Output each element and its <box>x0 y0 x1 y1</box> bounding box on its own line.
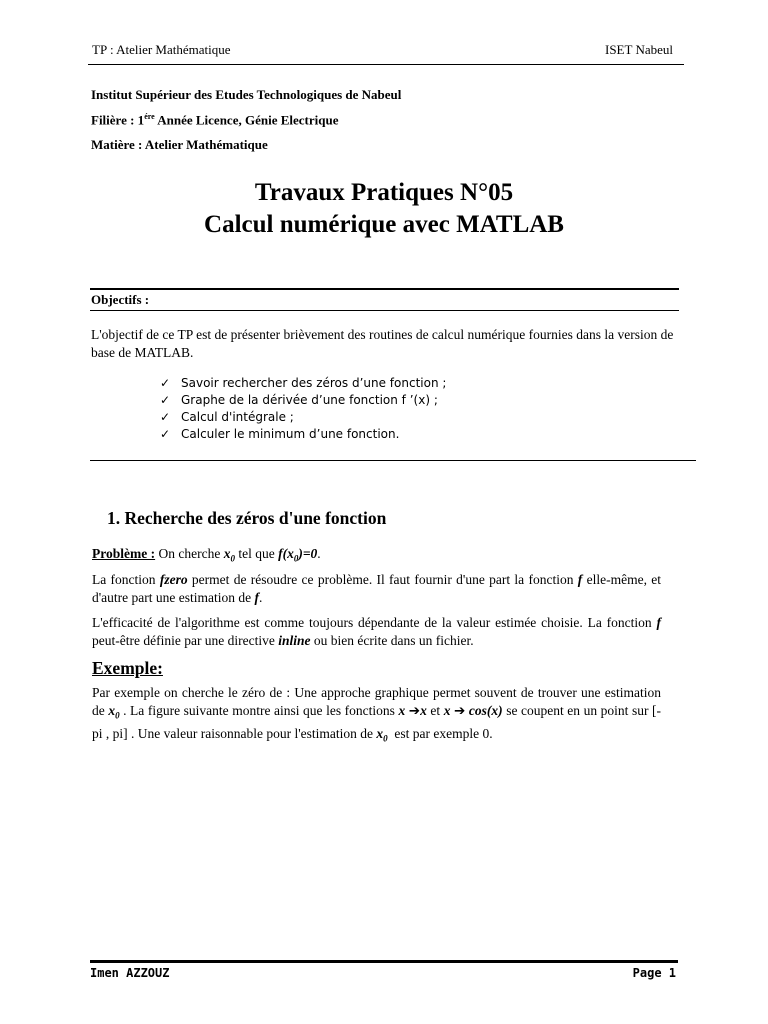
efficacite-paragraph: L'efficacité de l'algorithme est comme toujours dépendante de la valeur estimée choisie. La fonction f peut-être définie par une directive inline ou bien écrite dans un fichier. <box>92 615 661 648</box>
check-icon: ✓ <box>160 410 171 424</box>
filiere-prefix: Filière : 1 <box>91 112 145 128</box>
objectifs-rule-bottom <box>90 460 696 461</box>
check-icon: ✓ <box>160 376 171 390</box>
check-icon: ✓ <box>160 393 171 407</box>
title-line-2: Calcul numérique avec MATLAB <box>204 211 564 238</box>
objective-item: ✓ Calculer le minimum d’une fonction. <box>160 427 400 441</box>
check-icon: ✓ <box>160 427 171 441</box>
filiere-rest: Année Licence, Génie Electrique <box>154 112 339 128</box>
filiere-sup: ére <box>144 112 155 121</box>
objectifs-paragraph: L'objectif de ce TP est de présenter brièvement des routines de calcul numérique fournies dans la version de base de MATLAB. <box>91 327 674 360</box>
objective-item: ✓ Calcul d'intégrale ; <box>160 410 294 424</box>
objective-item: ✓ Savoir rechercher des zéros d’une fonction ; <box>160 376 447 390</box>
probleme-paragraph: Problème : On cherche $x_0$ tel que $f(x_0)=0$. <box>92 546 321 564</box>
header-rule <box>88 64 684 65</box>
footer-author: Imen AZZOUZ <box>90 966 170 980</box>
objectifs-rule-top <box>90 288 679 290</box>
section-number: 1. <box>107 508 121 528</box>
objectifs-label: Objectifs : <box>91 292 150 307</box>
footer-page-number: Page 1 <box>632 966 676 980</box>
exemple-heading: Exemple: <box>92 658 163 678</box>
probleme-label: Problème : <box>92 546 156 561</box>
title-line-1: Travaux Pratiques N°05 <box>254 179 514 206</box>
arrow-icon: ➔ <box>408 703 421 719</box>
header-left: TP : Atelier Mathématique <box>92 42 231 57</box>
section-heading <box>107 508 386 529</box>
arrow-icon: ➔ <box>454 703 466 719</box>
fzero-paragraph: La fonction fzero permet de résoudre ce problème. Il faut fournir d'une part la fonction f elle-même, et d'autre part une estimation de f. <box>92 572 661 605</box>
objective-item: ✓ Graphe de la dérivée d’une fonction f ’(x) ; <box>160 393 438 407</box>
matiere-line: Matière : Atelier Mathématique <box>91 137 268 152</box>
section-title: Recherche des zéros d'une fonction <box>124 508 387 528</box>
institute-line: Institut Supérieur des Etudes Technologiques de Nabeul <box>91 87 402 102</box>
objectifs-rule-mid <box>90 310 679 311</box>
header-right: ISET Nabeul <box>605 42 673 57</box>
exemple-paragraph: Par exemple on cherche le zéro de : Une approche graphique permet souvent de trouver une estimation de $x_0$ . La figure suivante montre ainsi que les fonctions x ➔x et x ➔ cos(x) se coupent en un point sur [-pi , pi] . Une valeur raisonnable pour l'estimation de $x_0$ est par exemple 0. <box>92 685 662 744</box>
footer-rule <box>90 960 678 963</box>
filiere-line <box>91 112 338 128</box>
